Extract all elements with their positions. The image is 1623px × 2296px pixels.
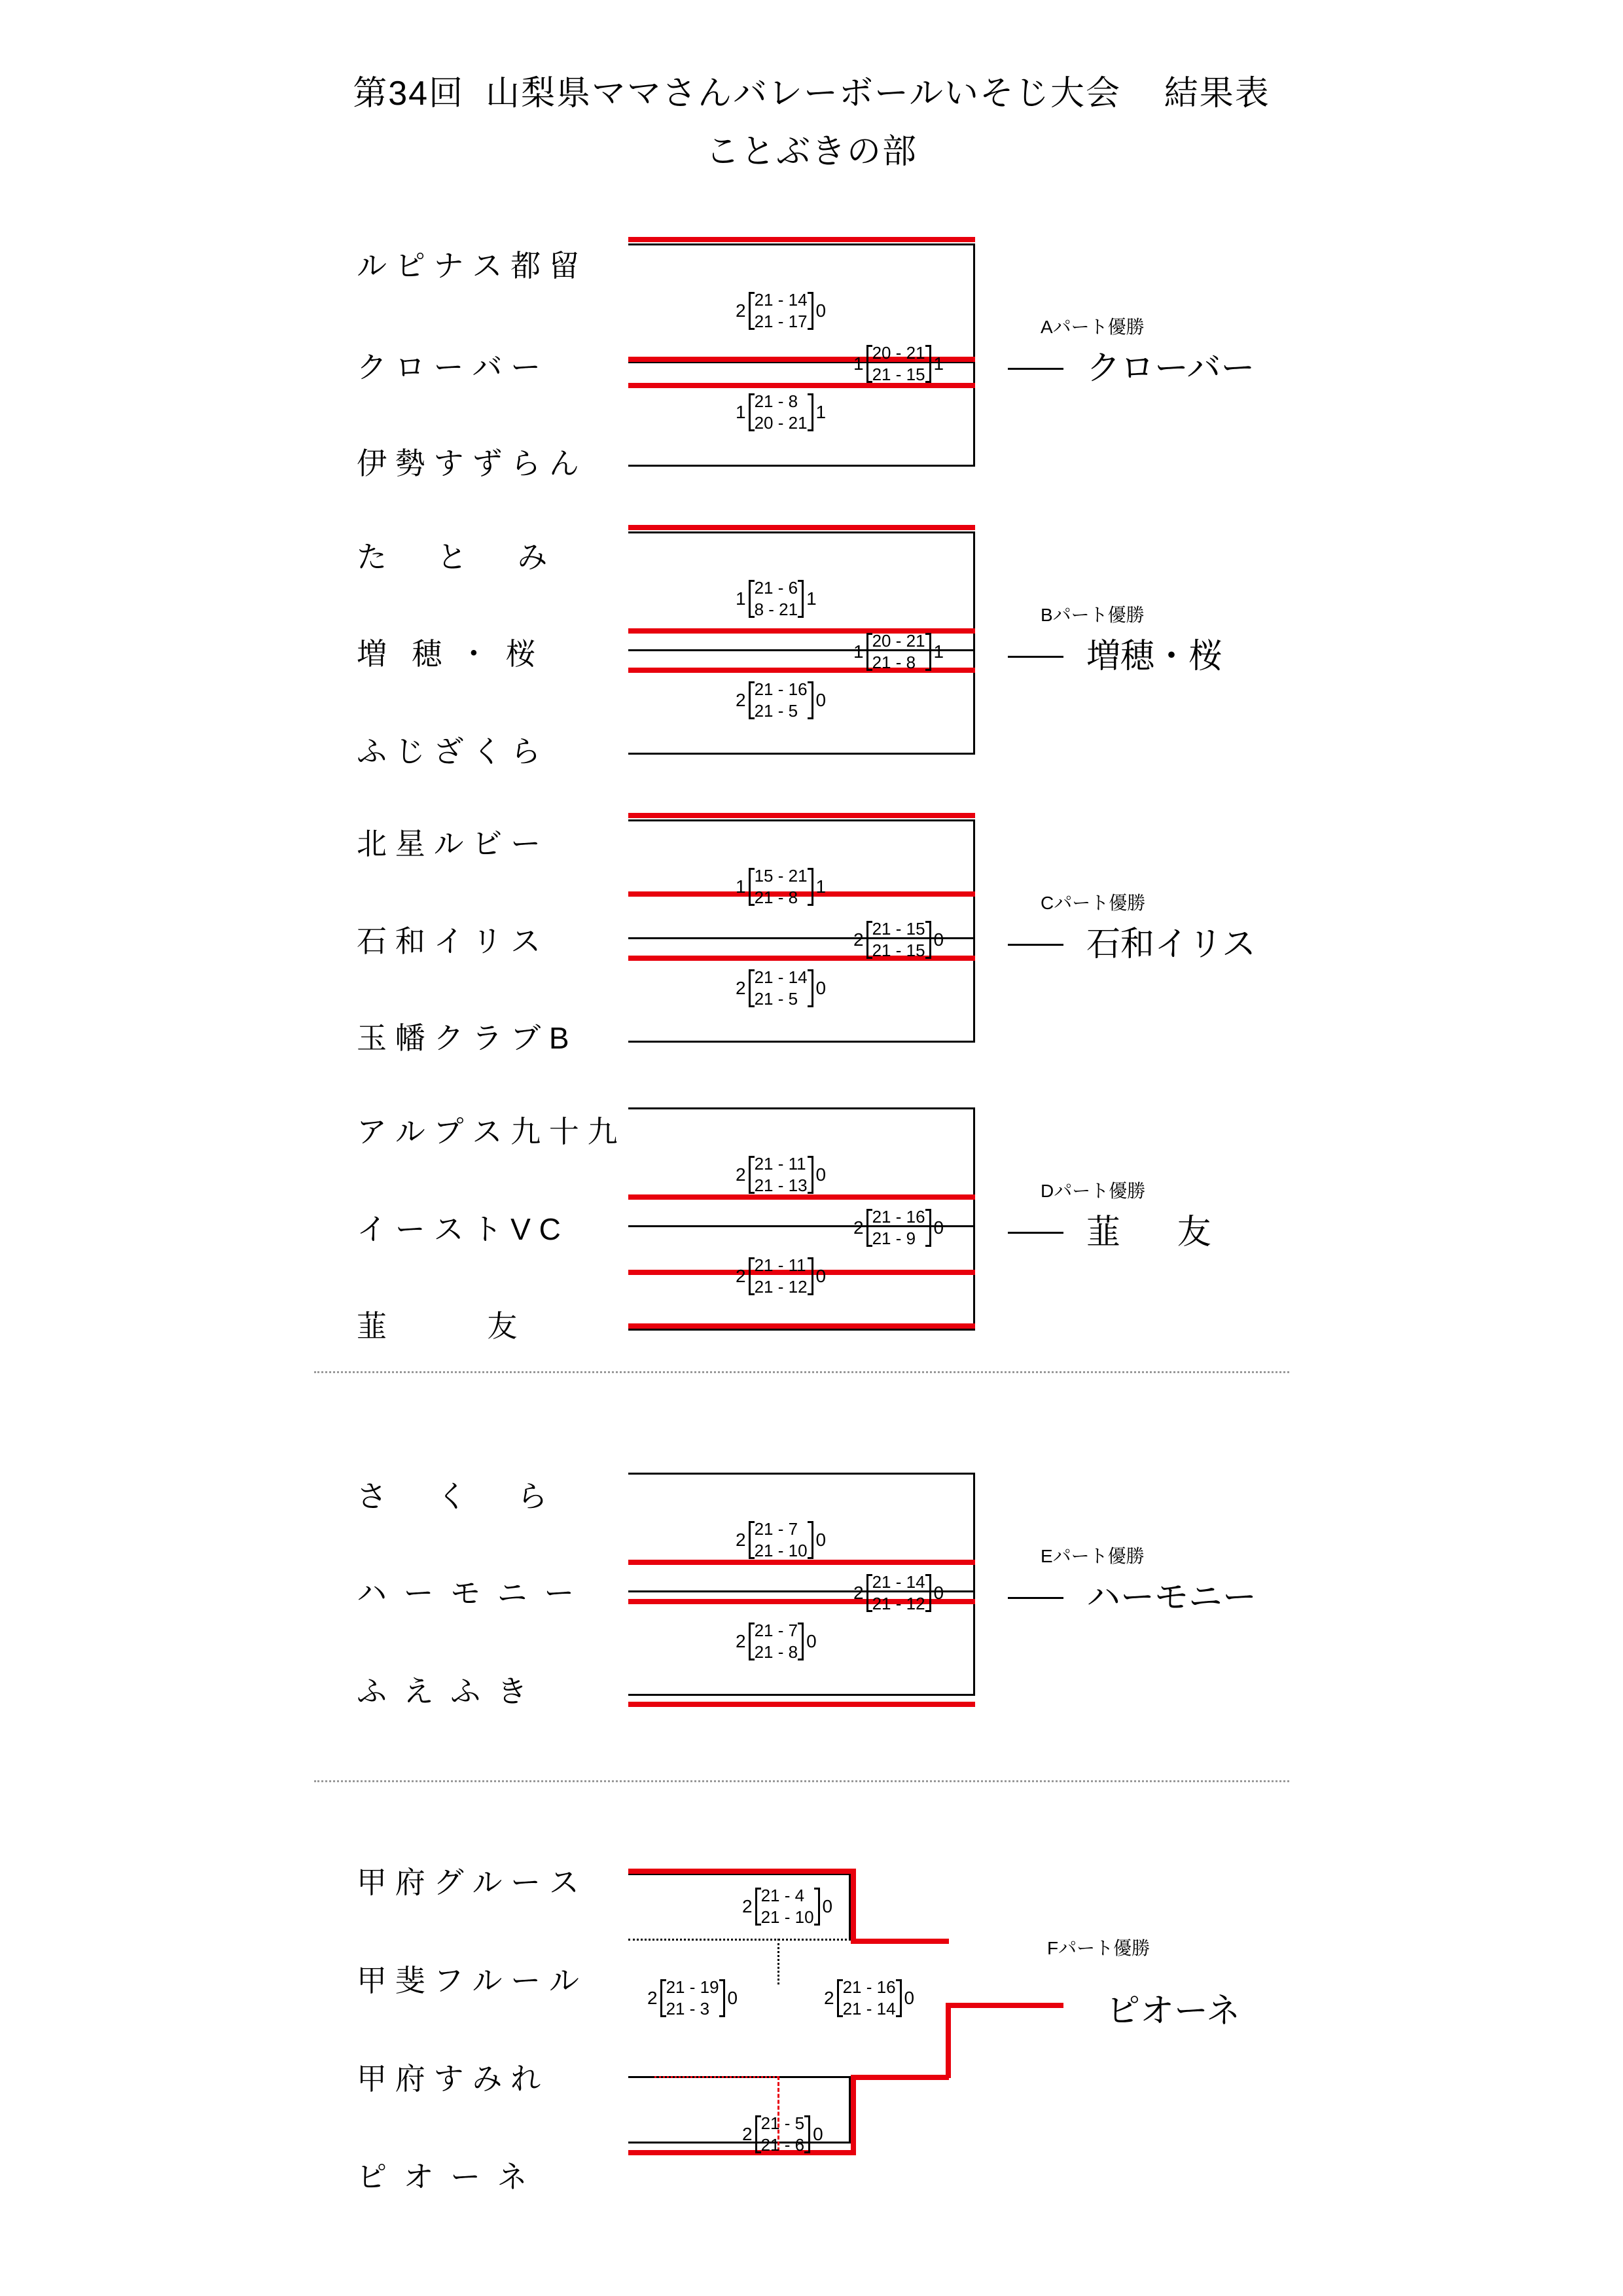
score-right: 0	[815, 977, 827, 998]
champion-name: 石和イリス	[1086, 925, 1256, 963]
bracket-line	[628, 243, 975, 245]
match-score-final	[821, 1977, 917, 2019]
part-label: Aパート優勝	[1041, 317, 1145, 337]
set-score: 21 - 6	[754, 578, 798, 598]
set-score: 21 - 15	[872, 919, 925, 939]
set-score: 21 - 12	[872, 1593, 925, 1613]
match-score	[733, 1620, 819, 1662]
winner-line	[851, 2075, 856, 2155]
team-label: ア ル プ ス 九 十 九	[357, 1115, 618, 1149]
bracket-line	[628, 1694, 975, 1696]
score-right: 0	[806, 1630, 817, 1651]
team-label: 伊 勢 す ず ら ん	[357, 446, 579, 480]
score-left: 2	[853, 929, 864, 950]
match-score-final	[851, 342, 946, 385]
bracket-line	[628, 1329, 975, 1331]
score-right: 0	[813, 2123, 823, 2144]
score-right: 1	[933, 641, 944, 662]
team-label: 石 和 イ リ ス	[357, 924, 541, 958]
part-label: Dパート優勝	[1041, 1181, 1146, 1201]
set-score: 21 - 8	[754, 391, 798, 411]
team-label: イ ー ス ト V C	[357, 1212, 561, 1246]
title-main: 第34回 山梨県ママさんバレーボールいそじ大会 結果表	[353, 75, 1270, 113]
set-score: 21 - 11	[754, 1154, 806, 1174]
bracket-line	[628, 753, 975, 755]
score-left: 1	[853, 353, 864, 374]
score-left: 1	[736, 401, 746, 422]
score-left: 1	[736, 876, 746, 897]
team-label: 甲 斐 フ ル ー ル	[357, 1964, 579, 1998]
score-left: 2	[736, 1630, 746, 1651]
section-divider	[314, 1780, 1289, 1782]
score-right: 0	[822, 1895, 833, 1916]
match-score	[645, 1977, 740, 2019]
score-right: 0	[727, 1987, 738, 2008]
match-score	[733, 577, 819, 620]
set-score: 20 - 21	[872, 631, 925, 651]
score-left: 2	[853, 1217, 864, 1238]
set-score: 21 - 10	[754, 1540, 808, 1560]
set-score: 15 - 21	[754, 866, 808, 886]
score-right: 1	[806, 588, 817, 609]
score-left: 2	[742, 1895, 753, 1916]
team-label: 増 穂 ・ 桜	[357, 637, 536, 671]
score-right: 0	[933, 1217, 944, 1238]
bracket-line	[973, 819, 975, 1042]
set-score: 21 - 13	[754, 1175, 808, 1195]
score-left: 2	[736, 1164, 746, 1185]
part-label: Fパート優勝	[1047, 1938, 1150, 1958]
team-label: ル ピ ナ ス 都 留	[357, 249, 579, 283]
bracket-line	[628, 1473, 975, 1475]
team-label: ピ オ ー ネ	[357, 2160, 527, 2194]
score-left: 1	[853, 641, 864, 662]
set-score: 21 - 11	[754, 1255, 806, 1275]
bracket-line	[973, 531, 975, 754]
champion-name: 増穂・桜	[1086, 637, 1223, 675]
bracket-line	[973, 243, 975, 466]
winner-line	[628, 237, 975, 242]
match-score-final	[851, 1571, 946, 1614]
score-left: 2	[736, 300, 746, 321]
title-sub: ことぶきの部	[705, 133, 918, 171]
set-score: 21 - 15	[872, 364, 925, 384]
set-score: 21 - 5	[760, 2113, 805, 2133]
score-left: 2	[647, 1987, 658, 2008]
bracket-line	[973, 1473, 975, 1695]
set-score: 21 - 16	[872, 1207, 925, 1227]
set-score: 21 - 5	[754, 988, 798, 1009]
team-label: ふ え ふ き	[357, 1674, 527, 1708]
champion-connector	[1008, 944, 1063, 946]
match-score	[740, 2113, 826, 2155]
winner-line	[628, 1323, 975, 1329]
winner-line	[628, 1869, 856, 1874]
score-right: 0	[815, 1529, 827, 1550]
champion-connector	[1008, 368, 1063, 370]
set-score: 21 - 7	[754, 1621, 798, 1640]
match-score	[733, 391, 829, 433]
match-score-final	[851, 1206, 946, 1249]
match-score-final	[851, 918, 946, 961]
match-score	[733, 1153, 829, 1196]
bracket-line	[628, 465, 975, 467]
set-score: 21 - 14	[842, 1998, 896, 2018]
set-score: 21 - 7	[754, 1519, 798, 1539]
set-score: 21 - 3	[666, 1998, 710, 2018]
score-left: 2	[853, 1582, 864, 1603]
set-score: 21 - 8	[754, 887, 798, 907]
score-left: 2	[736, 977, 746, 998]
winner-line	[851, 1939, 949, 1944]
match-score	[733, 679, 829, 721]
set-score: 8 - 21	[754, 599, 798, 619]
score-left: 2	[736, 689, 746, 710]
team-label: さ く ら	[357, 1479, 548, 1513]
bracket-line	[628, 1107, 975, 1109]
champion-name: ピオーネ	[1106, 1992, 1241, 2030]
winner-line	[851, 2075, 949, 2080]
champion-connector	[1008, 1232, 1063, 1234]
bracket-line	[628, 1041, 975, 1043]
score-right: 1	[815, 876, 827, 897]
set-score: 21 - 14	[754, 290, 808, 310]
score-right: 1	[933, 353, 944, 374]
match-score	[733, 289, 829, 332]
part-label: Eパート優勝	[1041, 1546, 1145, 1566]
team-label: 北 星 ル ビ ー	[357, 827, 541, 861]
loser-line-dotted	[654, 2076, 779, 2078]
set-score: 21 - 17	[754, 311, 808, 331]
bracket-line-dotted	[777, 1939, 779, 1984]
score-right: 0	[815, 689, 827, 710]
champion-connector	[1008, 1597, 1063, 1599]
score-left: 2	[824, 1987, 834, 2008]
set-score: 21 - 16	[842, 1977, 896, 1997]
part-label: Bパート優勝	[1041, 605, 1145, 625]
winner-line	[628, 813, 975, 818]
section-divider	[314, 1371, 1289, 1373]
match-score	[733, 967, 829, 1009]
score-left: 2	[736, 1529, 746, 1550]
set-score: 21 - 10	[760, 1907, 814, 1927]
set-score: 21 - 8	[754, 1641, 798, 1662]
match-score	[740, 1885, 835, 1928]
score-right: 0	[815, 300, 827, 321]
winner-line	[628, 1702, 975, 1707]
score-right: 0	[933, 929, 944, 950]
match-score-final	[851, 630, 946, 673]
score-right: 0	[904, 1987, 915, 2008]
bracket-line	[628, 819, 975, 821]
page-title	[0, 65, 1623, 173]
champion-name: 韮 友	[1086, 1213, 1211, 1251]
set-score: 21 - 6	[760, 2134, 805, 2155]
score-right: 0	[815, 1265, 827, 1286]
match-score	[733, 1255, 829, 1297]
match-score	[733, 1518, 829, 1561]
score-right: 0	[815, 1164, 827, 1185]
set-score: 21 - 12	[754, 1276, 808, 1297]
winner-line	[946, 2003, 1063, 2008]
set-score: 21 - 19	[666, 1977, 719, 1997]
champion-connector	[1008, 656, 1063, 658]
set-score: 21 - 9	[872, 1228, 916, 1248]
set-score: 21 - 8	[872, 652, 916, 672]
winner-line	[628, 525, 975, 530]
part-label: Cパート優勝	[1041, 893, 1146, 913]
score-left: 2	[742, 2123, 753, 2144]
team-label: 甲 府 グ ル ー ス	[357, 1865, 579, 1899]
set-score: 21 - 14	[872, 1572, 925, 1592]
team-label: ハ ー モ ニ ー	[357, 1576, 575, 1610]
champion-name: ハーモニー	[1086, 1579, 1257, 1617]
set-score: 21 - 4	[760, 1886, 805, 1905]
team-label: ク ロ ー バ ー	[357, 350, 541, 384]
bracket-line	[973, 1107, 975, 1330]
team-label: 玉 幡 ク ラ ブ B	[357, 1021, 569, 1055]
bracket-line-dotted	[628, 1939, 851, 1941]
set-score: 20 - 21	[872, 343, 925, 363]
winner-line	[946, 2005, 951, 2078]
set-score: 21 - 5	[754, 700, 798, 721]
score-right: 1	[815, 401, 827, 422]
score-left: 1	[736, 588, 746, 609]
set-score: 21 - 15	[872, 940, 925, 960]
score-right: 0	[933, 1582, 944, 1603]
champion-name: クローバー	[1086, 350, 1255, 387]
winner-line	[851, 1869, 856, 1944]
bracket-line	[628, 531, 975, 533]
set-score: 21 - 16	[754, 679, 808, 699]
team-label: 甲 府 す み れ	[357, 2062, 541, 2096]
team-label: ふ じ ざ く ら	[357, 734, 541, 768]
match-score	[733, 865, 829, 908]
set-score: 20 - 21	[754, 412, 808, 433]
team-label: 韮 友	[357, 1309, 518, 1343]
set-score: 21 - 14	[754, 967, 808, 987]
team-label: た と み	[357, 540, 548, 574]
score-left: 2	[736, 1265, 746, 1286]
